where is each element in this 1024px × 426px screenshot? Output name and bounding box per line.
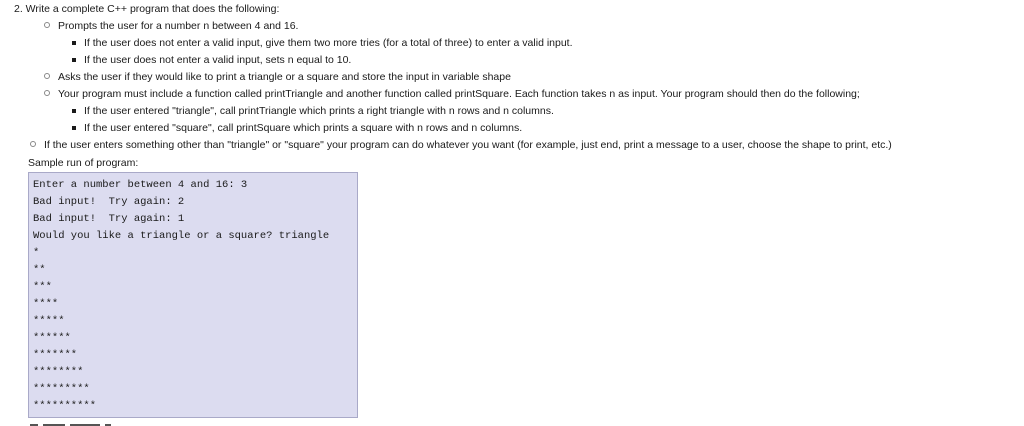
list-item (72, 120, 522, 137)
circle-bullet-icon (44, 73, 50, 79)
list-item (44, 18, 298, 35)
question-title: 2. Write a complete C++ program that does the following: (14, 3, 280, 15)
list-item-text: If the user entered "triangle", call printTriangle which prints a right triangle with n rows and n columns. (84, 105, 554, 117)
code-line: *** (33, 281, 52, 293)
circle-bullet-icon (44, 22, 50, 28)
list-item-text: If the user does not enter a valid input, give them two more tries (for a total of three) to enter a valid input. (84, 37, 573, 49)
code-line: * (33, 247, 40, 259)
list-item-text: Prompts the user for a number n between 4 and 16. (58, 20, 299, 32)
square-bullet-icon (72, 109, 76, 113)
square-bullet-icon (72, 126, 76, 130)
list-item-text: Asks the user if they would like to print a triangle or a square and store the input in variable shape (58, 71, 511, 83)
sample-run-label: Sample run of program: (28, 157, 139, 169)
clipped-text-fragment (30, 420, 150, 426)
list-item-text: If the user enters something other than "triangle" or "square" your program can do whatever you want (for example, just end, print a message to a user, choose the shape to print, etc.) (44, 139, 892, 151)
code-line: **** (33, 298, 59, 310)
list-item-text: If the user entered "square", call printSquare which prints a square with n rows and n columns. (84, 122, 523, 134)
sample-output-box (28, 172, 358, 418)
code-line: ********** (33, 400, 97, 412)
square-bullet-icon (72, 41, 76, 45)
square-bullet-icon (72, 58, 76, 62)
code-line: Enter a number between 4 and 16: 3 (33, 179, 248, 191)
code-line: Would you like a triangle or a square? triangle (33, 230, 330, 242)
code-line: ********* (33, 383, 90, 395)
code-line: Bad input! Try again: 1 (33, 213, 185, 225)
code-line: ** (33, 264, 46, 276)
code-line: ****** (33, 332, 71, 344)
list-item-text: Your program must include a function called printTriangle and another function called printSquare. Each function takes n as input. Your program should then do the following; (58, 88, 860, 100)
list-item (44, 86, 860, 103)
code-line: ******* (33, 349, 78, 361)
code-line: ******** (33, 366, 84, 378)
list-item (30, 137, 892, 154)
list-item-text: If the user does not enter a valid input, sets n equal to 10. (84, 54, 352, 66)
list-item (72, 35, 573, 52)
code-line: Bad input! Try again: 2 (33, 196, 185, 208)
circle-bullet-icon (44, 90, 50, 96)
list-item (72, 52, 351, 69)
circle-bullet-icon (30, 141, 36, 147)
code-line: ***** (33, 315, 65, 327)
list-item (44, 69, 511, 86)
list-item (72, 103, 554, 120)
